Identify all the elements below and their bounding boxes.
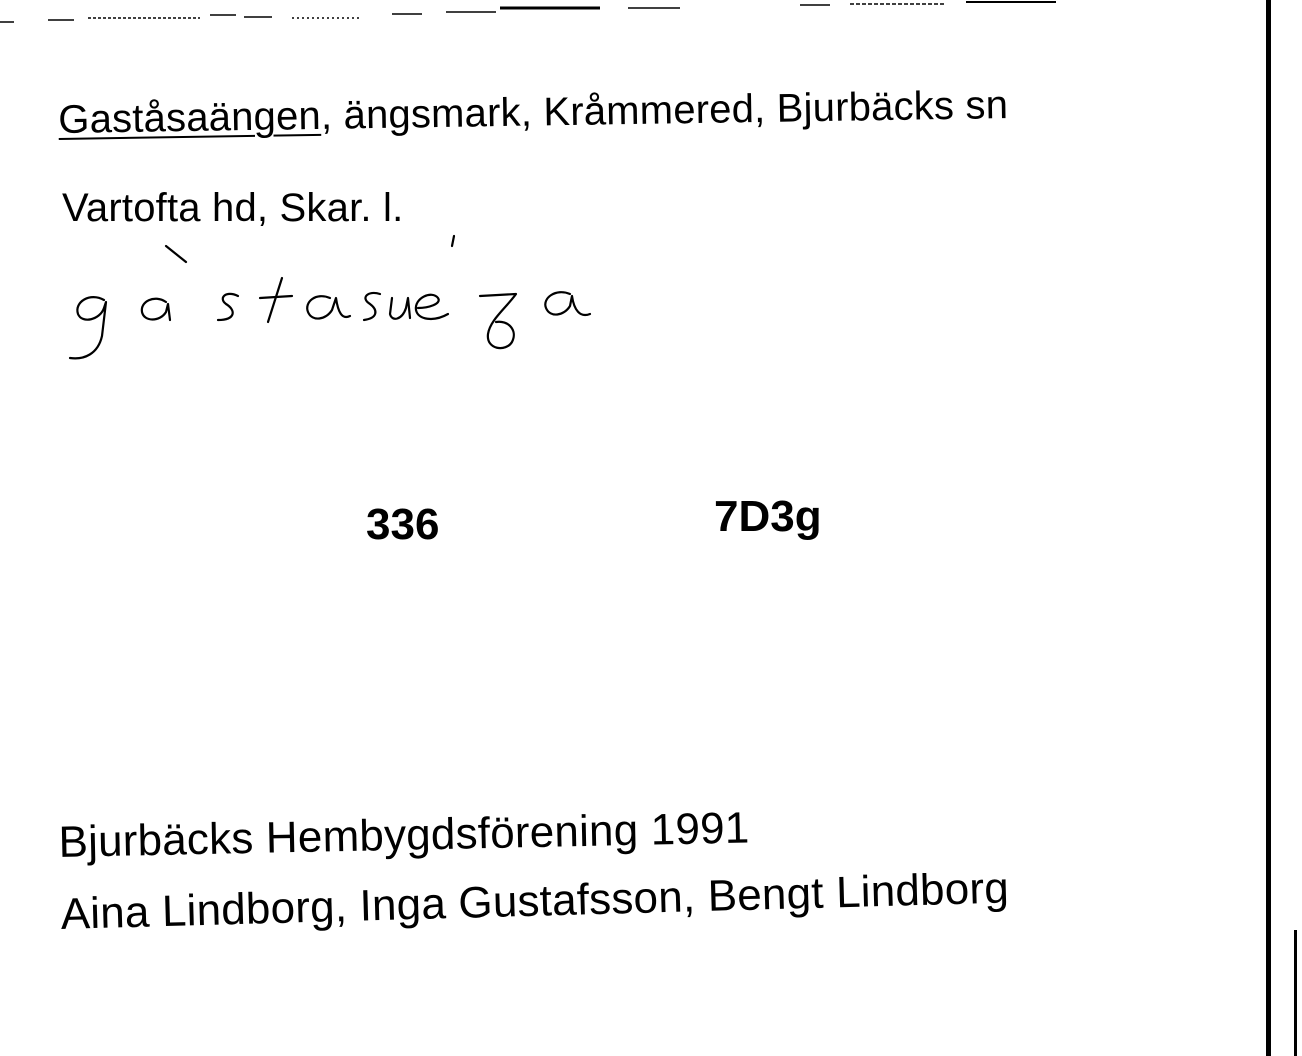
placename: Gaståsaängen — [58, 93, 322, 142]
scan-noise-top — [0, 0, 1302, 30]
card-edge-line-lower — [1294, 930, 1297, 1056]
footer-organisation: Bjurbäcks Hembygdsförening 1991 — [58, 803, 750, 867]
card-edge-line — [1266, 0, 1271, 1056]
card-heading-line — [58, 79, 1265, 143]
record-number: 336 — [366, 500, 440, 549]
description-rest: , ängsmark, Kråmmered, Bjurbäcks sn — [320, 83, 1009, 138]
district-line: Vartofta hd, Skar. l. — [62, 186, 404, 230]
handwritten-pronunciation — [60, 228, 620, 378]
footer-authors: Aina Lindborg, Inga Gustafsson, Bengt Lindborg — [60, 863, 1010, 939]
map-code: 7D3g — [714, 492, 822, 541]
